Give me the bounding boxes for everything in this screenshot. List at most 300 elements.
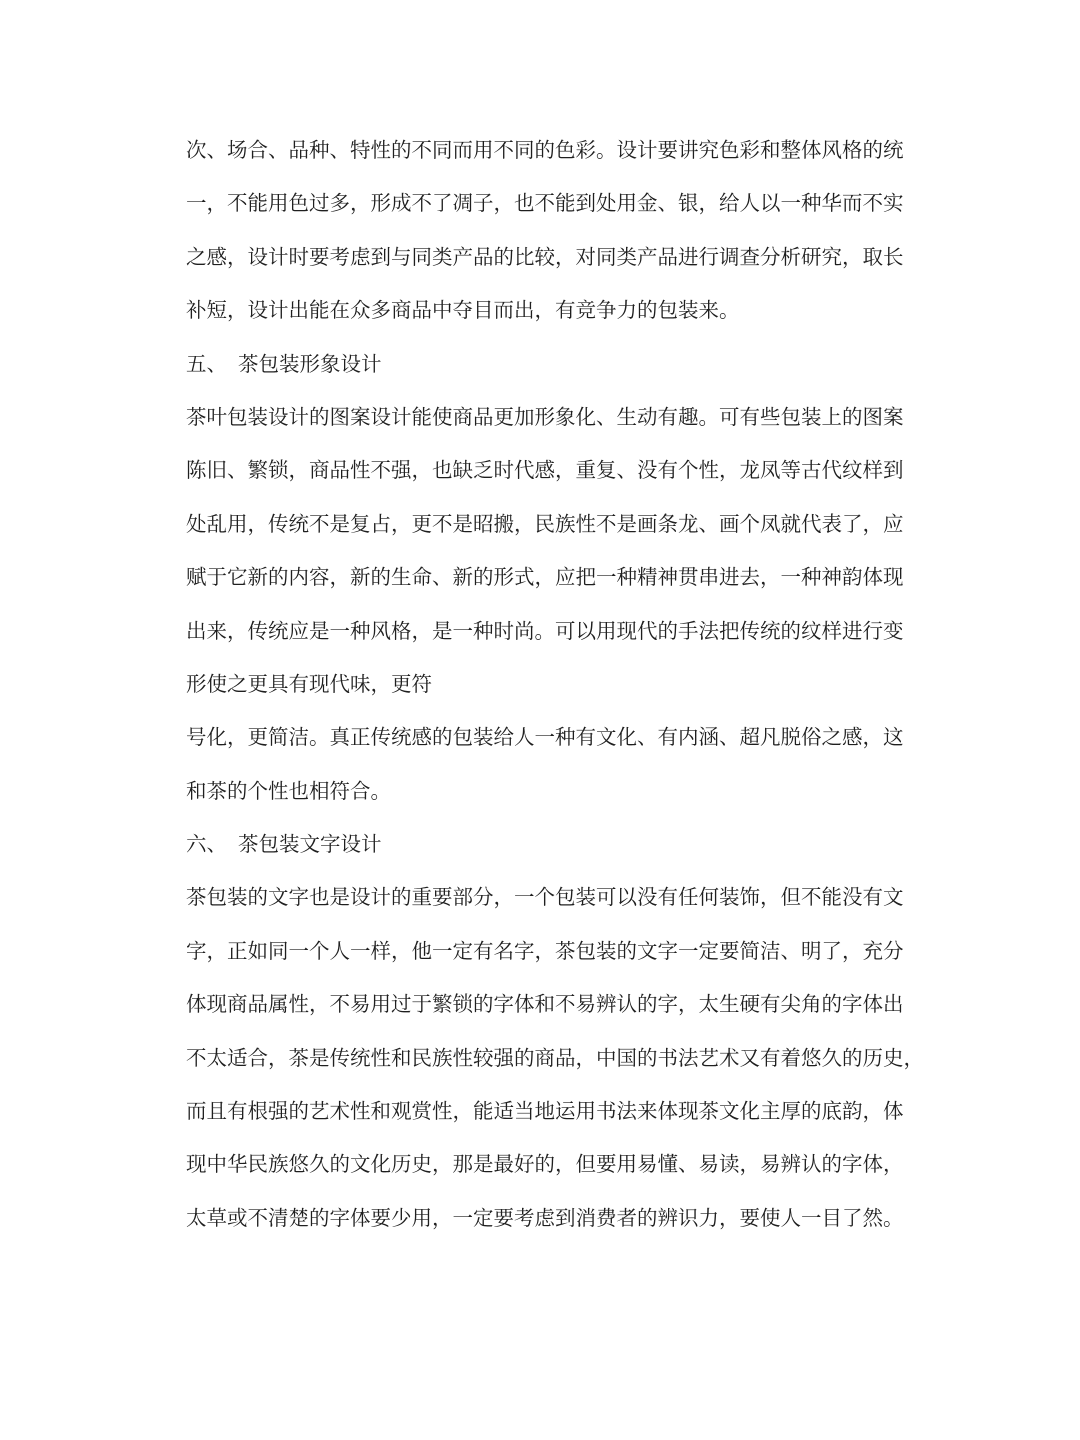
text-line: 补短，设计出能在众多商品中夺目而出，有竞争力的包装来。 [186, 298, 740, 323]
glyph: ， [842, 244, 863, 269]
glyph: 可 [596, 885, 617, 910]
glyph: 象 [555, 404, 576, 429]
glyph: 体 [801, 138, 822, 162]
glyph: 表 [821, 511, 842, 536]
glyph: ， [760, 565, 781, 590]
glyph: 品 [247, 992, 268, 1017]
glyph: 体 [862, 1152, 883, 1177]
glyph: ， [698, 191, 719, 216]
glyph: 风 [370, 618, 391, 643]
glyph: 法 [698, 618, 719, 643]
glyph: 进 [842, 618, 863, 643]
glyph: ， [309, 992, 330, 1017]
glyph: 现 [883, 565, 904, 590]
glyph: 包 [555, 885, 576, 910]
glyph: 观 [391, 1099, 412, 1124]
glyph: 字 [288, 885, 309, 910]
glyph: 的 [247, 885, 268, 910]
glyph: 以 [760, 191, 781, 216]
glyph: 龙 [739, 458, 760, 483]
glyph: 锁 [268, 458, 289, 483]
glyph: 形 [534, 404, 555, 429]
glyph: 个 [739, 511, 760, 536]
glyph: 有 [657, 458, 678, 483]
text-line [186, 1085, 904, 1138]
glyph: 银 [678, 191, 699, 216]
glyph: 底 [821, 1099, 842, 1124]
glyph: 有 [657, 725, 678, 750]
glyph: 清 [268, 1205, 289, 1230]
glyph: 一 [329, 618, 350, 643]
glyph: 长 [883, 244, 904, 269]
glyph: 次 [186, 138, 207, 162]
glyph: 茶 [186, 885, 207, 910]
glyph: 较 [473, 1045, 494, 1070]
glyph: 重 [411, 885, 432, 910]
glyph: 书 [657, 1045, 678, 1070]
glyph: 把 [575, 565, 596, 590]
glyph: 的 [391, 885, 412, 910]
glyph: 叶 [206, 404, 227, 429]
glyph: 的 [821, 1152, 842, 1177]
glyph: 要 [739, 1205, 760, 1230]
glyph: 图 [329, 404, 350, 429]
glyph: 性 [370, 1045, 391, 1070]
glyph: 凤 [760, 458, 781, 483]
glyph: 化 [370, 1152, 391, 1177]
glyph: 类 [432, 244, 453, 269]
glyph: 比 [514, 244, 535, 269]
glyph: 、 [616, 458, 637, 483]
paragraph-image-design [186, 391, 904, 818]
glyph: 字 [493, 992, 514, 1017]
glyph: 不 [555, 992, 576, 1017]
glyph: 读 [719, 1152, 740, 1177]
glyph: 与 [391, 244, 412, 269]
glyph: 的 [637, 1045, 658, 1070]
glyph: 到 [883, 458, 904, 483]
glyph: 文 [883, 885, 904, 910]
glyph: 文 [350, 1152, 371, 1177]
glyph: 一 [452, 1205, 473, 1230]
glyph: 神 [657, 565, 678, 590]
glyph: 。 [596, 138, 617, 162]
glyph: 色 [288, 191, 309, 216]
glyph: 辨 [657, 1205, 678, 1230]
glyph: 名 [493, 938, 514, 963]
glyph: 取 [862, 244, 883, 269]
glyph: ， [534, 565, 555, 590]
glyph: 一 [780, 191, 801, 216]
glyph: 代 [637, 618, 658, 643]
glyph: 的 [329, 1152, 350, 1177]
glyph: 了 [842, 511, 863, 536]
glyph: 的 [842, 404, 863, 429]
glyph: 繁 [247, 458, 268, 483]
glyph: 色 [555, 138, 576, 162]
glyph: 设 [616, 138, 637, 162]
glyph: ， [862, 725, 883, 750]
glyph: 属 [268, 992, 289, 1017]
glyph: 有 [760, 992, 781, 1017]
glyph: 一 [596, 565, 617, 590]
glyph: ， [493, 885, 514, 910]
glyph: 不 [411, 138, 432, 162]
glyph: 一 [534, 725, 555, 750]
glyph: 旧 [206, 458, 227, 483]
glyph: 识 [678, 1205, 699, 1230]
glyph: 、 [596, 404, 617, 429]
glyph: 凋 [452, 191, 473, 216]
glyph: 易 [350, 992, 371, 1017]
glyph: 的 [370, 565, 391, 590]
glyph: 计 [637, 138, 658, 162]
glyph: 的 [657, 618, 678, 643]
glyph: 风 [821, 138, 842, 162]
glyph: 华 [227, 1152, 248, 1177]
glyph: 民 [247, 1152, 268, 1177]
glyph: 统 [391, 725, 412, 750]
glyph: 、 [206, 138, 227, 162]
glyph: 要 [596, 1152, 617, 1177]
glyph: 一 [780, 565, 801, 590]
glyph: ， [575, 1045, 596, 1070]
text-line [186, 231, 904, 284]
glyph: 了 [842, 1205, 863, 1230]
glyph: 格 [391, 618, 412, 643]
glyph: 个 [678, 458, 699, 483]
glyph: 、 [268, 138, 289, 162]
glyph: 性 [575, 511, 596, 536]
glyph: 太 [206, 1045, 227, 1070]
glyph: 了 [821, 938, 842, 963]
glyph: 是 [329, 511, 350, 536]
glyph: 艺 [309, 1099, 330, 1124]
glyph: ， [555, 458, 576, 483]
glyph: 字 [186, 938, 207, 963]
glyph: 简 [268, 725, 289, 750]
glyph: 同 [432, 138, 453, 162]
glyph: 代 [514, 458, 535, 483]
glyph: 是 [309, 618, 330, 643]
glyph: 。 [698, 404, 719, 429]
glyph: 要 [493, 1205, 514, 1230]
glyph: 乱 [206, 511, 227, 536]
text-line [186, 124, 904, 177]
glyph: ， [206, 938, 227, 963]
glyph: ， [432, 1205, 453, 1230]
glyph: 古 [801, 458, 822, 483]
glyph: 内 [678, 725, 699, 750]
glyph: 或 [227, 1205, 248, 1230]
glyph: 有 [862, 885, 883, 910]
glyph: 法 [678, 1045, 699, 1070]
section-title: 茶包装形象设计 [238, 351, 382, 376]
glyph: 一 [186, 191, 207, 216]
glyph: 族 [268, 1152, 289, 1177]
glyph: 传 [329, 1045, 350, 1070]
glyph: 是 [473, 1152, 494, 1177]
glyph: 新 [350, 565, 371, 590]
text-line [186, 391, 904, 444]
glyph: 更 [247, 725, 268, 750]
glyph: 一 [432, 938, 453, 963]
glyph: 商 [309, 458, 330, 483]
glyph: 计 [288, 404, 309, 429]
glyph: 成 [391, 191, 412, 216]
glyph: 辨 [780, 1152, 801, 1177]
glyph: 手 [678, 618, 699, 643]
glyph: 统 [288, 511, 309, 536]
glyph: 不 [534, 191, 555, 216]
glyph: 的 [637, 992, 658, 1017]
glyph: 最 [493, 1152, 514, 1177]
glyph: 多 [329, 191, 350, 216]
glyph: 到 [370, 244, 391, 269]
glyph: ， [206, 191, 227, 216]
glyph: 代 [821, 458, 842, 483]
glyph: 化 [206, 725, 227, 750]
glyph: 较 [534, 244, 555, 269]
glyph: 那 [452, 1152, 473, 1177]
glyph: 定 [452, 938, 473, 963]
glyph: 品 [473, 244, 494, 269]
glyph: 文 [596, 725, 617, 750]
glyph: 给 [719, 191, 740, 216]
glyph: 画 [637, 511, 658, 536]
glyph: 统 [760, 618, 781, 643]
glyph: 且 [206, 1099, 227, 1124]
text-line [186, 925, 904, 978]
glyph: 动 [637, 404, 658, 429]
text-line [186, 978, 904, 1031]
glyph: 样 [370, 938, 391, 963]
glyph: 一 [288, 938, 309, 963]
glyph: 强 [268, 1099, 289, 1124]
glyph: 性 [350, 1099, 371, 1124]
glyph: 生 [616, 404, 637, 429]
glyph: 韵 [842, 565, 863, 590]
glyph: 时 [493, 618, 514, 643]
glyph: 任 [678, 885, 699, 910]
glyph: 历 [391, 1152, 412, 1177]
glyph: ， [227, 725, 248, 750]
glyph: 设 [247, 244, 268, 269]
glyph: 条 [657, 511, 678, 536]
glyph: 新 [452, 565, 473, 590]
glyph: 字 [329, 1205, 350, 1230]
glyph: 分 [760, 244, 781, 269]
text-line [186, 1192, 904, 1245]
glyph: 去 [739, 565, 760, 590]
glyph: 应 [883, 511, 904, 536]
glyph: 要 [370, 1205, 391, 1230]
glyph: 地 [534, 1099, 555, 1124]
glyph: 的 [493, 244, 514, 269]
glyph: 硬 [739, 992, 760, 1017]
glyph: 茶 [186, 404, 207, 429]
glyph: 讲 [678, 138, 699, 162]
glyph: 计 [370, 885, 391, 910]
glyph: 产 [452, 244, 473, 269]
glyph: 有 [739, 404, 760, 429]
glyph: 不 [309, 511, 330, 536]
glyph: 品 [329, 458, 350, 483]
glyph: 传 [247, 618, 268, 643]
text-line [186, 605, 904, 658]
glyph: 、 [637, 725, 658, 750]
glyph: 种 [309, 138, 330, 162]
glyph: 好 [514, 1152, 535, 1177]
glyph: 文 [719, 1099, 740, 1124]
glyph: 不 [493, 138, 514, 162]
glyph: 文 [268, 885, 289, 910]
glyph: 是 [329, 885, 350, 910]
glyph: 字 [657, 938, 678, 963]
glyph: 体 [186, 992, 207, 1017]
glyph: 书 [596, 1099, 617, 1124]
glyph: ， [842, 938, 863, 963]
glyph: 趣 [678, 404, 699, 429]
glyph: 感 [842, 725, 863, 750]
glyph: 体 [883, 1099, 904, 1124]
glyph: 设 [350, 885, 371, 910]
glyph: 感 [534, 458, 555, 483]
glyph: 充 [862, 938, 883, 963]
glyph: 画 [719, 511, 740, 536]
glyph: 用 [473, 138, 494, 162]
glyph: 也 [432, 458, 453, 483]
glyph: 缺 [452, 458, 473, 483]
glyph: 的 [616, 938, 637, 963]
glyph: 样 [821, 618, 842, 643]
glyph: 不 [370, 458, 391, 483]
glyph: 化 [575, 404, 596, 429]
glyph: 生 [719, 992, 740, 1017]
glyph: 用 [616, 1152, 637, 1177]
text-line [186, 498, 904, 551]
glyph: 不 [247, 1205, 268, 1230]
glyph: 。 [309, 725, 330, 750]
glyph: 上 [821, 404, 842, 429]
glyph: 体 [657, 1099, 678, 1124]
glyph: 色 [719, 138, 740, 162]
glyph: 合 [247, 1045, 268, 1070]
glyph: 和 [534, 992, 555, 1017]
text-line [186, 1138, 904, 1191]
glyph: 这 [883, 725, 904, 750]
glyph: ， [493, 191, 514, 216]
glyph: ， [903, 1045, 924, 1070]
glyph: 究 [821, 244, 842, 269]
glyph: 性 [452, 1045, 473, 1070]
section-heading-image-design [186, 338, 900, 391]
glyph: 、 [698, 511, 719, 536]
glyph: 能 [821, 885, 842, 910]
glyph: 出 [883, 992, 904, 1017]
text-line [186, 871, 904, 924]
glyph: 复 [596, 458, 617, 483]
glyph: 进 [719, 565, 740, 590]
glyph: 也 [309, 885, 330, 910]
glyph: 部 [452, 885, 473, 910]
glyph: 之 [186, 244, 207, 269]
glyph: 分 [473, 885, 494, 910]
glyph: 凡 [760, 725, 781, 750]
glyph: 悠 [801, 1045, 822, 1070]
glyph: ， [739, 1152, 760, 1177]
glyph: 代 [801, 511, 822, 536]
glyph: 明 [801, 938, 822, 963]
glyph: 考 [514, 1205, 535, 1230]
glyph: 和 [370, 1099, 391, 1124]
glyph: 品 [473, 404, 494, 429]
glyph: 简 [739, 938, 760, 963]
glyph: 体 [514, 992, 535, 1017]
glyph: 包 [206, 885, 227, 910]
glyph: 种 [801, 191, 822, 216]
glyph: 处 [596, 191, 617, 216]
glyph: 化 [739, 1099, 760, 1124]
glyph: 根 [247, 1099, 268, 1124]
glyph: 的 [780, 618, 801, 643]
glyph: 串 [698, 565, 719, 590]
glyph: 生 [391, 565, 412, 590]
glyph: 一 [678, 938, 699, 963]
glyph: 的 [473, 565, 494, 590]
glyph: 处 [186, 511, 207, 536]
glyph: 体 [350, 1205, 371, 1230]
glyph: ， [678, 992, 699, 1017]
glyph: ， [391, 511, 412, 536]
glyph: 力 [698, 1205, 719, 1230]
glyph: 涵 [698, 725, 719, 750]
glyph: ， [719, 1205, 740, 1230]
glyph: ， [247, 511, 268, 536]
glyph: 易 [698, 1152, 719, 1177]
glyph: ， [534, 938, 555, 963]
glyph: 。 [534, 618, 555, 643]
glyph: 的 [534, 1152, 555, 1177]
glyph: 凤 [760, 511, 781, 536]
glyph: 包 [452, 725, 473, 750]
glyph: 目 [821, 1205, 842, 1230]
glyph: 人 [739, 191, 760, 216]
glyph: 用 [227, 511, 248, 536]
glyph: 用 [616, 191, 637, 216]
glyph: 用 [596, 618, 617, 643]
glyph: 乏 [473, 458, 494, 483]
glyph: 包 [227, 404, 248, 429]
glyph: 赋 [186, 565, 207, 590]
glyph: 没 [637, 458, 658, 483]
glyph: 商 [227, 992, 248, 1017]
glyph: 品 [555, 1045, 576, 1070]
glyph: 析 [780, 244, 801, 269]
glyph: 装 [227, 885, 248, 910]
glyph: 现 [616, 618, 637, 643]
glyph: 感 [206, 244, 227, 269]
glyph: 过 [391, 992, 412, 1017]
glyph: 、 [227, 458, 248, 483]
glyph: 彩 [575, 138, 596, 162]
glyph: 懂 [657, 1152, 678, 1177]
glyph: 华 [821, 191, 842, 216]
glyph: 一 [801, 1205, 822, 1230]
glyph: 使 [760, 1205, 781, 1230]
glyph: 不 [862, 191, 883, 216]
glyph: 统 [350, 1045, 371, 1070]
